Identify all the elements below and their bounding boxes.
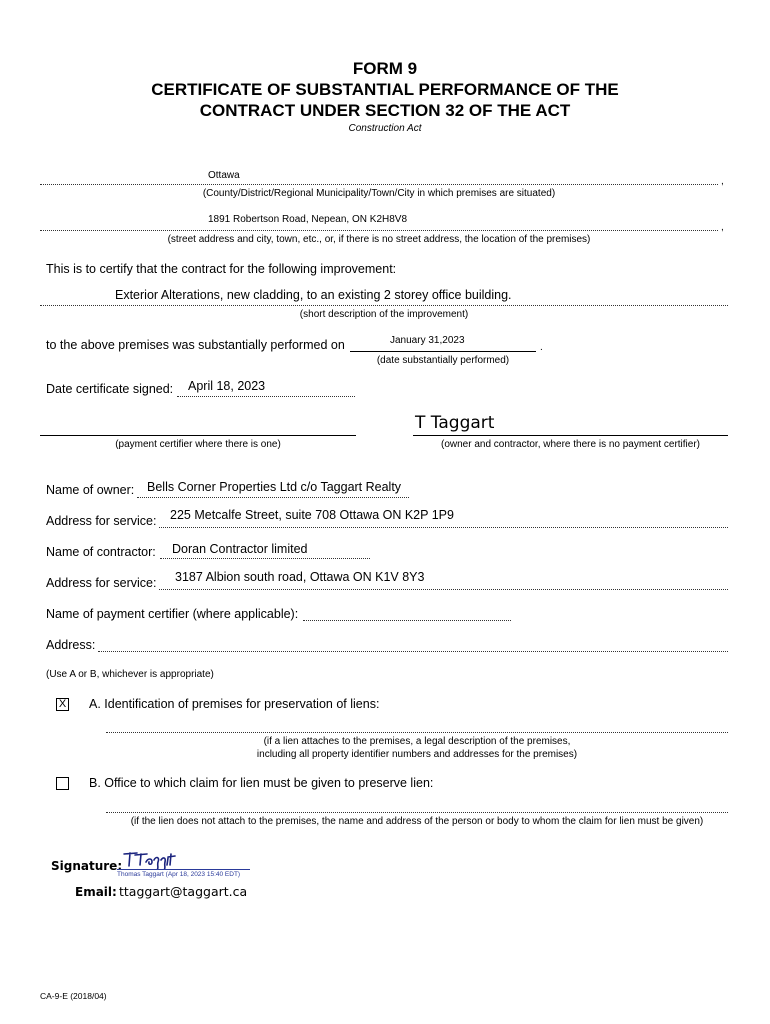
contractor-address-label: Address for service:	[46, 576, 157, 590]
option-a-caption-line2: including all property identifier numbers and addresses for the premises)	[256, 749, 578, 760]
owner-line	[137, 497, 409, 498]
form-title-line2: CONTRACT UNDER SECTION 32 OF THE ACT	[199, 101, 571, 120]
owner-contractor-caption: (owner and contractor, where there is no payment certifier)	[440, 439, 700, 450]
options-instruction: (Use A or B, whichever is appropriate)	[46, 669, 214, 680]
performed-caption: (date substantially performed)	[376, 355, 510, 366]
email-value[interactable]: ttaggart@taggart.ca	[119, 884, 248, 899]
email-label: Email:	[75, 885, 117, 899]
municipality-line	[40, 184, 718, 185]
form-title-line1: CERTIFICATE OF SUBSTANTIAL PERFORMANCE OF THE	[151, 80, 619, 99]
owner-address-value[interactable]: 225 Metcalfe Street, suite 708 Ottawa ON K2P 1P9	[170, 508, 454, 522]
payment-certifier-caption: (payment certifier where there is one)	[115, 439, 281, 450]
improvement-line	[40, 305, 728, 306]
owner-address-label: Address for service:	[46, 514, 157, 528]
payment-certifier-line[interactable]	[303, 620, 511, 621]
payment-certifier-signature-line[interactable]	[40, 435, 356, 436]
municipality-caption: (County/District/Regional Municipality/Town/City in which premises are situated)	[202, 188, 556, 199]
option-b-caption: (if the lien does not attach to the premises, the name and address of the person or body to whom the claim for lien must be given)	[130, 816, 704, 827]
municipality-value[interactable]: Ottawa	[208, 170, 240, 181]
form-number: FORM 9	[352, 59, 418, 78]
contractor-label: Name of contractor:	[46, 545, 156, 559]
owner-label: Name of owner:	[46, 483, 135, 497]
option-a-caption-line1: (if a lien attaches to the premises, a legal description of the premises,	[263, 736, 571, 747]
performed-date[interactable]: January 31,2023	[390, 335, 465, 346]
performed-label: to the above premises was substantially performed on	[46, 338, 345, 352]
option-a-line[interactable]	[106, 732, 728, 733]
date-signed-value[interactable]: April 18, 2023	[188, 379, 266, 393]
owner-value[interactable]: Bells Corner Properties Ltd c/o Taggart Realty	[147, 480, 402, 494]
signature-label: Signature:	[51, 859, 123, 873]
contractor-address-line	[159, 589, 728, 590]
street-address-value[interactable]: 1891 Robertson Road, Nepean, ON K2H8V8	[208, 214, 408, 225]
form-subtitle: Construction Act	[348, 123, 422, 134]
improvement-description[interactable]: Exterior Alterations, new cladding, to an existing 2 storey office building.	[115, 288, 512, 302]
payment-certifier-label: Name of payment certifier (where applicable):	[46, 607, 299, 621]
municipality-comma: ,	[721, 176, 724, 187]
option-b-line[interactable]	[106, 812, 728, 813]
performed-date-line	[350, 351, 536, 352]
option-b-checkbox[interactable]	[56, 777, 69, 790]
performed-period: .	[540, 342, 543, 353]
option-b-label: B. Office to which claim for lien must be given to preserve lien:	[89, 776, 434, 790]
owner-contractor-line	[413, 435, 728, 436]
address-label: Address:	[46, 638, 96, 652]
street-address-comma: ,	[721, 222, 724, 233]
contractor-line	[160, 558, 370, 559]
contractor-value[interactable]: Doran Contractor limited	[172, 542, 308, 556]
owner-contractor-value[interactable]: T Taggart	[415, 413, 495, 433]
form-code: CA-9-E (2018/04)	[40, 991, 107, 1001]
street-address-line	[40, 230, 718, 231]
signature-signer-note: Thomas Taggart (Apr 18, 2023 15:40 EDT)	[117, 871, 241, 878]
improvement-caption: (short description of the improvement)	[299, 309, 469, 320]
signature-scrawl-image	[121, 848, 181, 870]
address-line[interactable]	[98, 651, 728, 652]
option-a-label: A. Identification of premises for preservation of liens:	[89, 697, 380, 711]
owner-address-line	[159, 527, 728, 528]
date-signed-line	[177, 396, 355, 397]
option-a-checkbox[interactable]: X	[56, 698, 69, 711]
contractor-address-value[interactable]: 3187 Albion south road, Ottawa ON K1V 8Y3	[175, 570, 425, 584]
street-address-caption: (street address and city, town, etc., or, if there is no street address, the location of the premises)	[167, 234, 591, 245]
date-signed-label: Date certificate signed:	[46, 382, 174, 396]
signature-line[interactable]	[117, 869, 250, 870]
certify-intro: This is to certify that the contract for the following improvement:	[46, 262, 397, 276]
